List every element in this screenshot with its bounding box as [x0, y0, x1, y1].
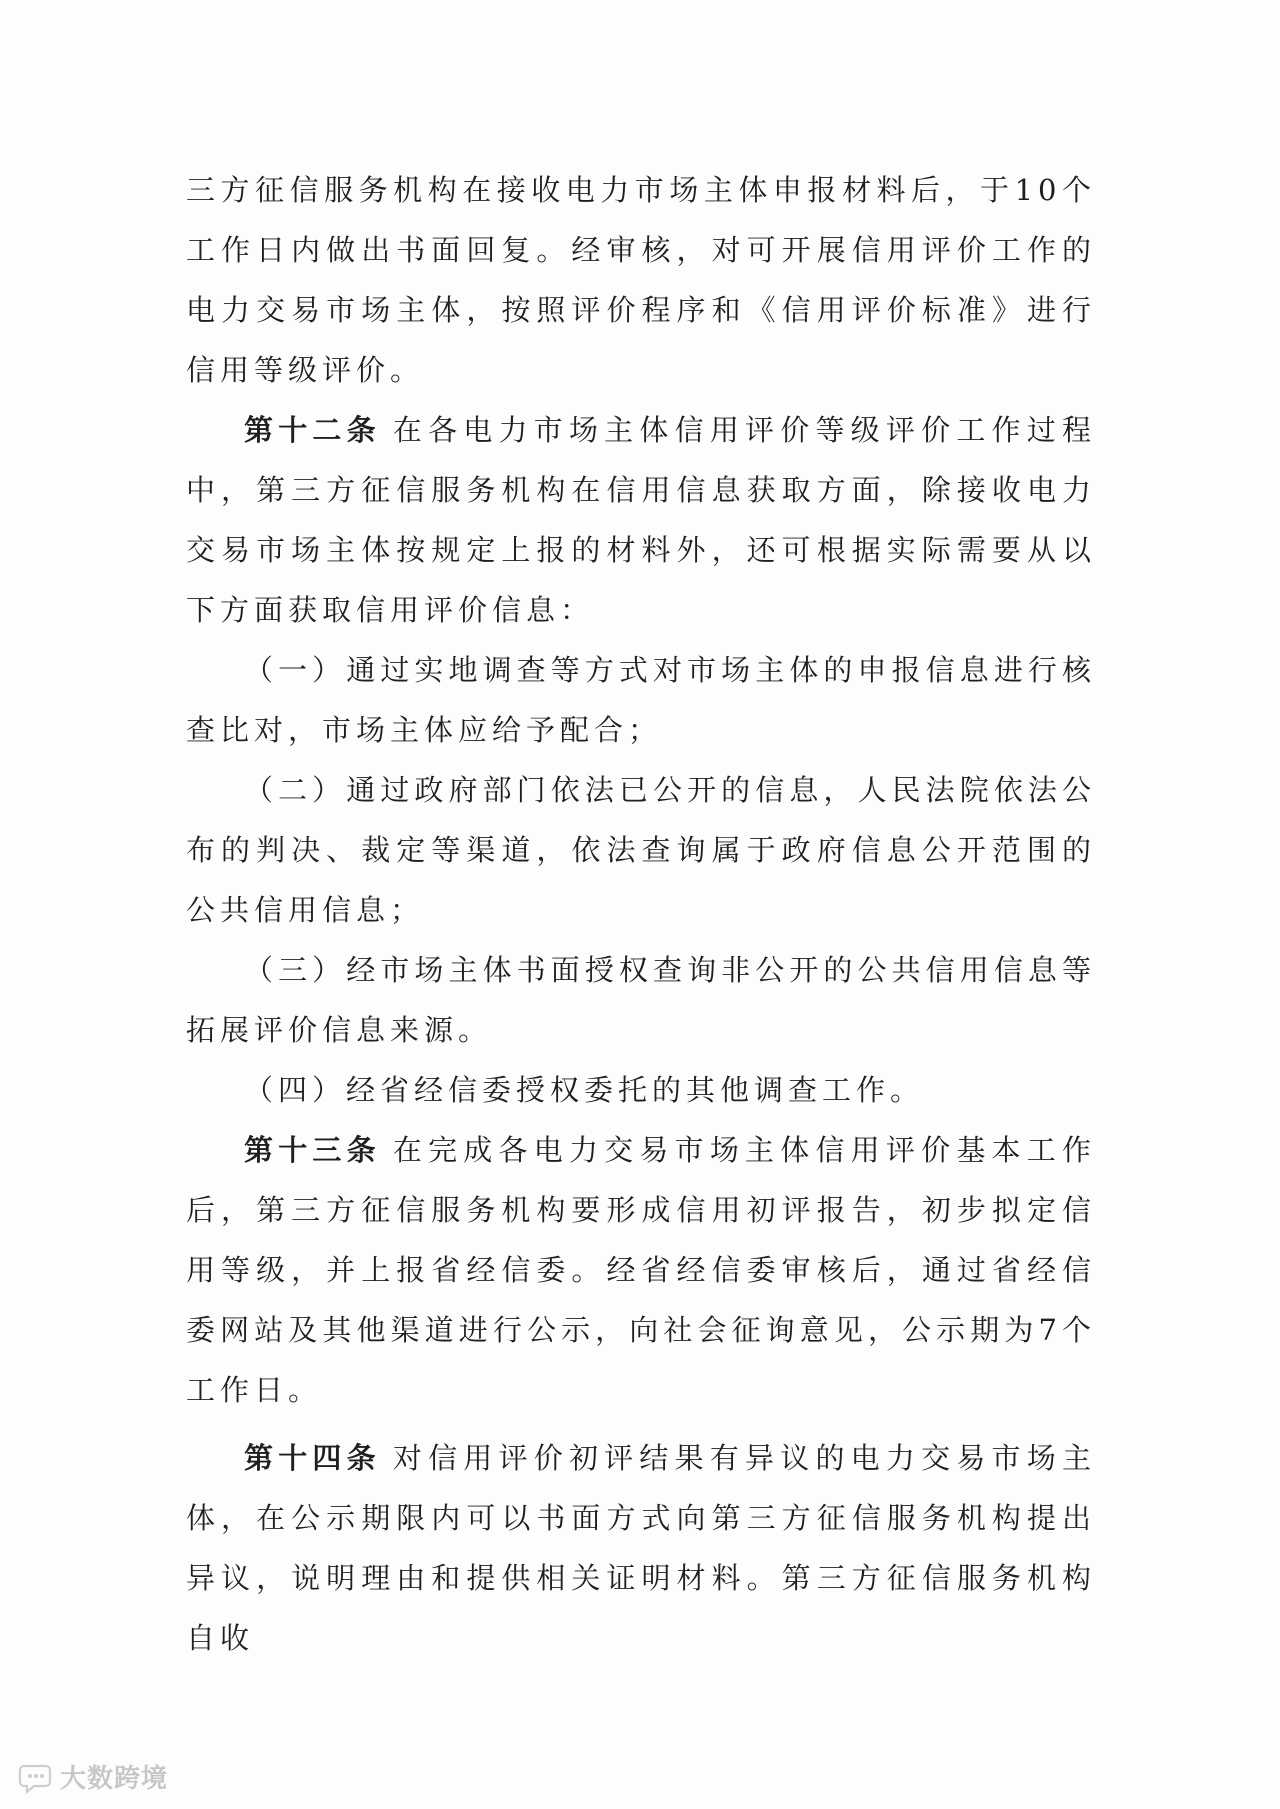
article-number: 第十三条: [244, 1133, 381, 1167]
paragraph-text: （四）经省经信委授权委托的其他调查工作。: [244, 1073, 925, 1107]
list-item-2: [186, 760, 1096, 940]
paragraph-text: （三）经市场主体书面授权查询非公开的公共信用信息等拓展评价信息来源。: [186, 953, 1096, 1047]
watermark-text: 大数跨境: [60, 1764, 169, 1794]
paragraph-text: 在完成各电力交易市场主体信用评价基本工作后，第三方征信服务机构要形成信用初评报告，初步拟定信用等级，并上报省经信委。经省经信委审核后，通过省经信委网站及其他渠道进行公示，向社会征询意见，公示期为7个工作日。: [186, 1133, 1096, 1407]
article-number: 第十二条: [244, 413, 381, 447]
list-item-4: [186, 1060, 1096, 1120]
list-item-1: [186, 640, 1096, 760]
article-14: [186, 1428, 1096, 1668]
article-number: 第十四条: [244, 1441, 381, 1475]
document-body: [186, 160, 1096, 1668]
paragraph-text: 在各电力市场主体信用评价等级评价工作过程中，第三方征信服务机构在信用信息获取方面，除接收电力交易市场主体按规定上报的材料外，还可根据实际需要从以下方面获取信用评价信息：: [186, 413, 1096, 627]
speech-bubble-logo-icon: [18, 1760, 52, 1794]
paragraph-text: 三方征信服务机构在接收电力市场主体申报材料后，于10个工作日内做出书面回复。经审核，对可开展信用评价工作的电力交易市场主体，按照评价程序和《信用评价标准》进行信用等级评价。: [186, 173, 1096, 387]
article-13: [186, 1120, 1096, 1420]
paragraph-text: 对信用评价初评结果有异议的电力交易市场主体，在公示期限内可以书面方式向第三方征信服务机构提出异议，说明理由和提供相关证明材料。第三方征信服务机构自收: [186, 1441, 1096, 1655]
article-12: [186, 400, 1096, 640]
list-item-3: [186, 940, 1096, 1060]
paragraph-continuation: [186, 160, 1096, 400]
paragraph-text: （二）通过政府部门依法已公开的信息，人民法院依法公布的判决、裁定等渠道，依法查询属于政府信息公开范围的公共信用信息；: [186, 773, 1096, 927]
watermark: [18, 1758, 168, 1795]
paragraph-text: （一）通过实地调查等方式对市场主体的申报信息进行核查比对，市场主体应给予配合；: [186, 653, 1096, 747]
